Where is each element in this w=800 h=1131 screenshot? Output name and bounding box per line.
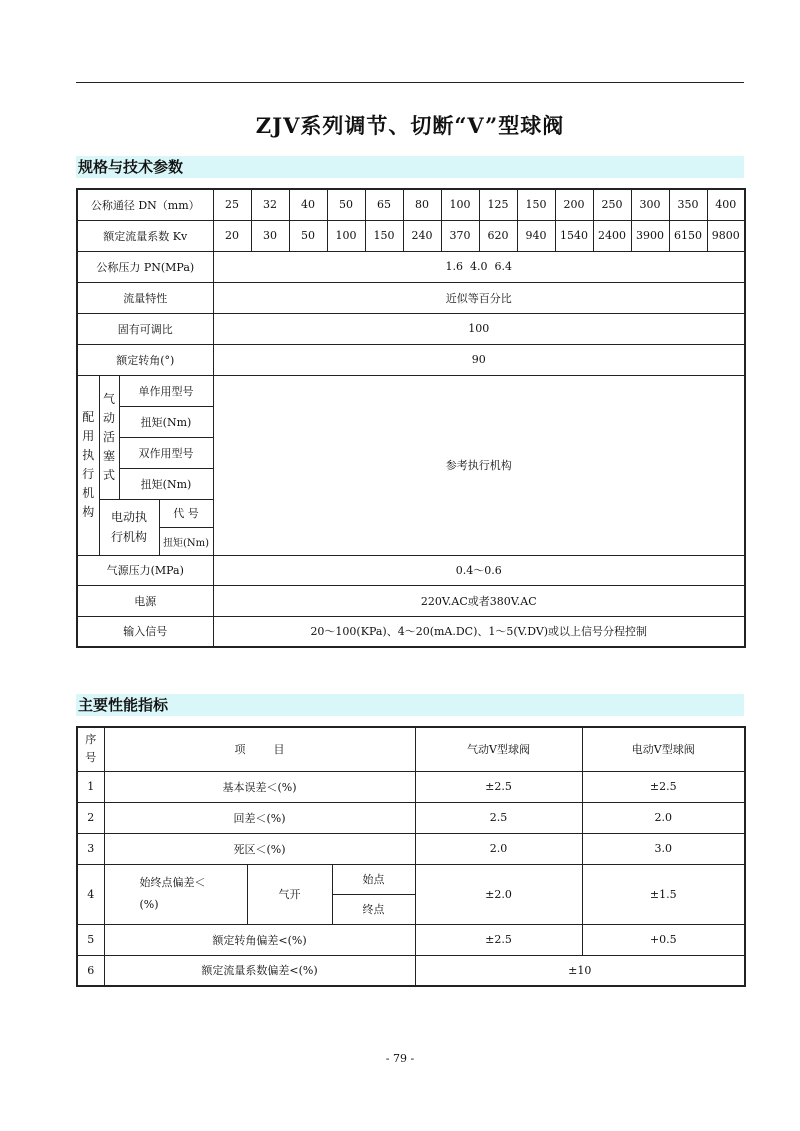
- kv-cell: 370: [441, 220, 479, 251]
- kv-cell: 3900: [631, 220, 669, 251]
- kv-cell: 2400: [593, 220, 631, 251]
- pn-value: 1.6 4.0 6.4: [213, 251, 745, 282]
- flow-row: [77, 282, 745, 313]
- row-item: 回差＜(%): [104, 802, 415, 833]
- header-rule: [76, 82, 744, 83]
- pneumatic-group-label: [99, 375, 119, 499]
- dn-cell: 400: [707, 189, 745, 220]
- air-row: [77, 555, 745, 585]
- row-no: 1: [77, 771, 104, 802]
- row-no: 5: [77, 924, 104, 955]
- kv-row: [77, 220, 745, 251]
- dn-cell: 100: [441, 189, 479, 220]
- single-torque-label: 扭矩(Nm): [119, 406, 213, 437]
- page-number: - 79 -: [385, 1052, 415, 1065]
- kv-cell: 940: [517, 220, 555, 251]
- col-header-item: 项 目: [104, 727, 415, 771]
- dn-cell: 350: [669, 189, 707, 220]
- row-item: 额定转角偏差<(%): [104, 924, 415, 955]
- row-electric: ±2.5: [582, 771, 745, 802]
- row-electric: +0.5: [582, 924, 745, 955]
- row-value: ±10: [415, 955, 745, 986]
- air-label: 气源压力(MPa): [77, 555, 213, 585]
- kv-cell: 50: [289, 220, 327, 251]
- row-pneumatic: ±2.5: [415, 924, 582, 955]
- kv-cell: 30: [251, 220, 289, 251]
- signal-row: [77, 616, 745, 647]
- pn-row: [77, 251, 745, 282]
- dn-cell: 50: [327, 189, 365, 220]
- angle-row: [77, 344, 745, 375]
- kv-cell: 100: [327, 220, 365, 251]
- angle-label: 额定转角(°): [77, 344, 213, 375]
- kv-cell: 1540: [555, 220, 593, 251]
- vertical-text: 气动活塞式: [103, 391, 116, 482]
- ratio-value: 100: [213, 313, 745, 344]
- perf-row-4a: [77, 864, 745, 894]
- dn-cell: 250: [593, 189, 631, 220]
- section-heading-spec: 规格与技术参数: [76, 156, 744, 178]
- signal-value: 20～100(KPa)、4～20(mA.DC)、1～5(V.DV)或以上信号分程控制: [213, 616, 745, 647]
- dn-cell: 32: [251, 189, 289, 220]
- kv-cell: 620: [479, 220, 517, 251]
- perf-row: [77, 771, 745, 802]
- ratio-label: 固有可调比: [77, 313, 213, 344]
- performance-table: [76, 726, 746, 987]
- row-no: 6: [77, 955, 104, 986]
- row-no: 4: [77, 864, 104, 924]
- dn-cell: 300: [631, 189, 669, 220]
- row-pneumatic: 2.0: [415, 833, 582, 864]
- page-title: ZJV系列调节、切断“V”型球阀: [255, 113, 565, 138]
- row-no: 3: [77, 833, 104, 864]
- kv-cell: 20: [213, 220, 251, 251]
- code-label: 代 号: [159, 499, 213, 527]
- signal-label: 输入信号: [77, 616, 213, 647]
- power-label: 电源: [77, 585, 213, 616]
- air-value: 0.4～0.6: [213, 555, 745, 585]
- electric-group-label: [99, 499, 159, 555]
- dn-label: 公称通径 DN（mm）: [77, 189, 213, 220]
- kv-label: 额定流量系数 Kv: [77, 220, 213, 251]
- row-item: 死区＜(%): [104, 833, 415, 864]
- perf-row: [77, 955, 745, 986]
- perf-row: [77, 833, 745, 864]
- dn-row: [77, 189, 745, 220]
- row-electric: 2.0: [582, 802, 745, 833]
- row-no: 2: [77, 802, 104, 833]
- kv-cell: 240: [403, 220, 441, 251]
- actuator-ref: 参考执行机构: [213, 375, 745, 555]
- row4-item-text: 始终点偏差＜(%): [139, 876, 206, 911]
- row-item: [104, 864, 247, 924]
- double-model-label: 双作用型号: [119, 437, 213, 468]
- electric-torque-label: 扭矩(Nm): [159, 527, 213, 555]
- ratio-row: [77, 313, 745, 344]
- row-electric: ±1.5: [582, 864, 745, 924]
- row-start: 始点: [332, 864, 415, 894]
- row-end: 终点: [332, 894, 415, 924]
- flow-value: 近似等百分比: [213, 282, 745, 313]
- row-electric: 3.0: [582, 833, 745, 864]
- col-header-no: [77, 727, 104, 771]
- kv-cell: 150: [365, 220, 403, 251]
- col-header-electric: 电动Ⅴ型球阀: [582, 727, 745, 771]
- single-model-label: 单作用型号: [119, 375, 213, 406]
- dn-cell: 150: [517, 189, 555, 220]
- single-model-row: [77, 375, 745, 406]
- kv-cell: 9800: [707, 220, 745, 251]
- vertical-text: 配用执行机构: [82, 410, 95, 519]
- row-item: 额定流量系数偏差<(%): [104, 955, 415, 986]
- electric-group-text: 电动执行机构: [110, 510, 147, 544]
- dn-cell: 40: [289, 189, 327, 220]
- power-value: 220V.AC或者380V.AC: [213, 585, 745, 616]
- double-torque-label: 扭矩(Nm): [119, 468, 213, 499]
- row-item: 基本误差＜(%): [104, 771, 415, 802]
- kv-cell: 6150: [669, 220, 707, 251]
- perf-row: [77, 802, 745, 833]
- dn-cell: 25: [213, 189, 251, 220]
- dn-cell: 80: [403, 189, 441, 220]
- pn-label: 公称压力 PN(MPa): [77, 251, 213, 282]
- col-header-pneumatic: 气动Ⅴ型球阀: [415, 727, 582, 771]
- perf-row: [77, 924, 745, 955]
- angle-value: 90: [213, 344, 745, 375]
- perf-header-row: [77, 727, 745, 771]
- row-pneumatic: 2.5: [415, 802, 582, 833]
- row-pneumatic: ±2.5: [415, 771, 582, 802]
- spec-table: [76, 188, 746, 648]
- flow-label: 流量特性: [77, 282, 213, 313]
- power-row: [77, 585, 745, 616]
- dn-cell: 125: [479, 189, 517, 220]
- dn-cell: 200: [555, 189, 593, 220]
- row-pneumatic: ±2.0: [415, 864, 582, 924]
- no-header-text: 序号: [85, 733, 97, 765]
- row-mode: 气开: [247, 864, 332, 924]
- actuator-group-label: [77, 375, 99, 555]
- section-heading-performance: 主要性能指标: [76, 694, 744, 716]
- dn-cell: 65: [365, 189, 403, 220]
